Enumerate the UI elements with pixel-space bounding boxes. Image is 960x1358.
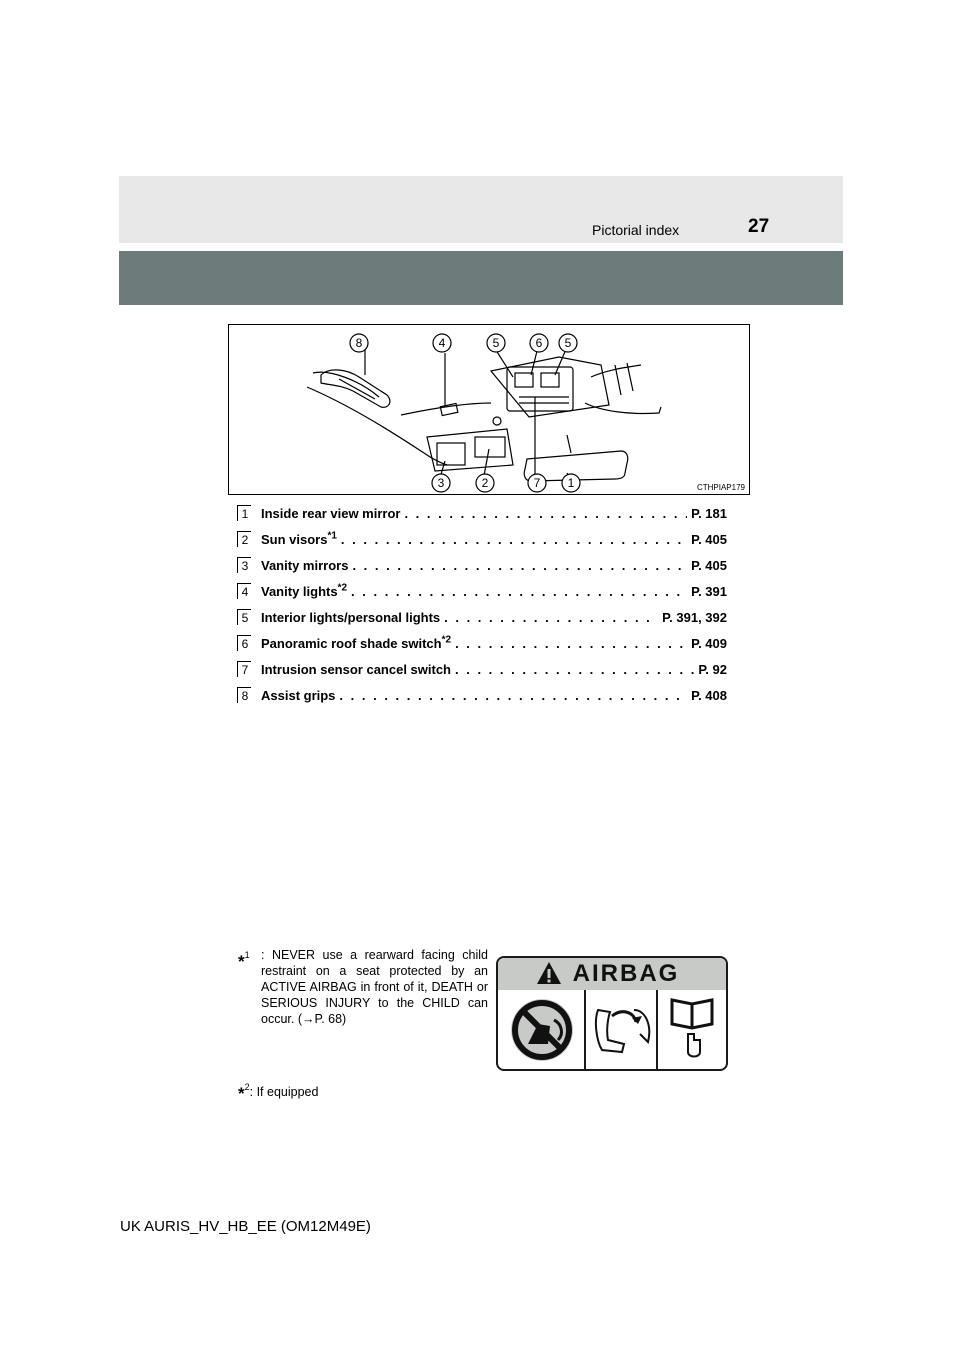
header-divider <box>119 243 843 251</box>
item-number: 5 <box>237 609 251 625</box>
item-label: Assist grips <box>261 687 336 703</box>
item-number: 8 <box>237 687 251 703</box>
footnote-marker: *$^1$ <box>238 950 250 971</box>
item-label: Intrusion sensor cancel switch <box>261 661 451 677</box>
callout-1-text: 1 <box>567 476 575 490</box>
no-rear-facing-child-seat-icon <box>498 990 584 1069</box>
item-page-ref[interactable]: P. 391, 392 <box>662 609 727 625</box>
airbag-warning-label <box>496 956 728 1071</box>
interior-ceiling-figure <box>228 324 750 495</box>
item-page-ref[interactable]: P. 391 <box>691 583 727 599</box>
callout-8-text: 8 <box>355 336 363 350</box>
item-page-ref[interactable]: P. 405 <box>691 557 727 573</box>
footnote-2: *$^2$: If equipped <box>238 1082 319 1103</box>
figure-code: CTHPIAP179 <box>696 483 745 492</box>
header-title: Pictorial index <box>592 222 680 238</box>
item-number: 6 <box>237 635 251 651</box>
list-item <box>237 604 727 630</box>
item-label: Panoramic roof shade switch$^{*2}$ <box>261 634 452 651</box>
item-page-ref[interactable]: P. 92 <box>698 661 727 677</box>
footnote-1-text: : NEVER use a rearward facing child restraint on a seat protected by an ACTIVE AIRBAG in front of it, DEATH or SERIOUS INJURY to the CHILD can occur. (→P. 68) <box>261 948 488 1026</box>
item-number: 2 <box>237 531 251 547</box>
item-label: Vanity mirrors <box>261 557 349 573</box>
list-item <box>237 578 727 604</box>
footer-model: UK AURIS_HV_HB_EE (OM12M49E) <box>120 1218 371 1235</box>
airbag-label-header <box>498 958 726 990</box>
list-item <box>237 526 727 552</box>
item-page-ref[interactable]: P. 408 <box>691 687 727 703</box>
leader-dots <box>339 688 687 703</box>
seat-airbag-deploy-icon <box>586 990 656 1069</box>
item-number: 4 <box>237 583 251 599</box>
warning-triangle-icon <box>536 961 562 985</box>
item-number: 3 <box>237 557 251 573</box>
item-page-ref[interactable]: P. 181 <box>691 505 727 521</box>
item-page-ref[interactable]: P. 409 <box>691 635 727 651</box>
item-label: Sun visors$^{*1}$ <box>261 530 337 547</box>
callout-5a-text: 5 <box>492 336 500 350</box>
footnote-2-text: : If equipped <box>249 1085 319 1099</box>
page-number: 27 <box>748 216 770 237</box>
leader-dots <box>444 610 658 625</box>
list-item <box>237 552 727 578</box>
leader-dots <box>455 636 687 651</box>
leader-dots <box>341 532 687 547</box>
callout-3-text: 3 <box>437 476 445 490</box>
section-bar <box>119 251 843 305</box>
leader-dots <box>455 662 694 677</box>
callout-6-text: 6 <box>535 336 543 350</box>
item-label: Vanity lights$^{*2}$ <box>261 582 348 599</box>
callout-4-text: 4 <box>438 336 446 350</box>
item-page-ref[interactable]: P. 405 <box>691 531 727 547</box>
item-number: 7 <box>237 661 251 677</box>
item-number: 1 <box>237 505 251 521</box>
callout-5b-text: 5 <box>564 336 572 350</box>
list-item <box>237 656 727 682</box>
leader-dots <box>352 558 687 573</box>
callout-7-text: 7 <box>533 476 541 490</box>
footnote-1 <box>238 947 488 1027</box>
leader-dots <box>404 506 687 521</box>
leader-dots <box>351 584 687 599</box>
list-item <box>237 500 727 526</box>
item-label: Inside rear view mirror <box>261 505 401 521</box>
interior-ceiling-illustration <box>229 325 749 494</box>
callout-2-text: 2 <box>481 476 489 490</box>
header-band <box>119 176 843 243</box>
pictorial-index-list <box>237 500 727 708</box>
list-item <box>237 630 727 656</box>
read-manual-icon <box>658 990 728 1069</box>
list-item <box>237 682 727 708</box>
airbag-title: AIRBAG <box>572 960 680 987</box>
item-label: Interior lights/personal lights <box>261 609 441 625</box>
